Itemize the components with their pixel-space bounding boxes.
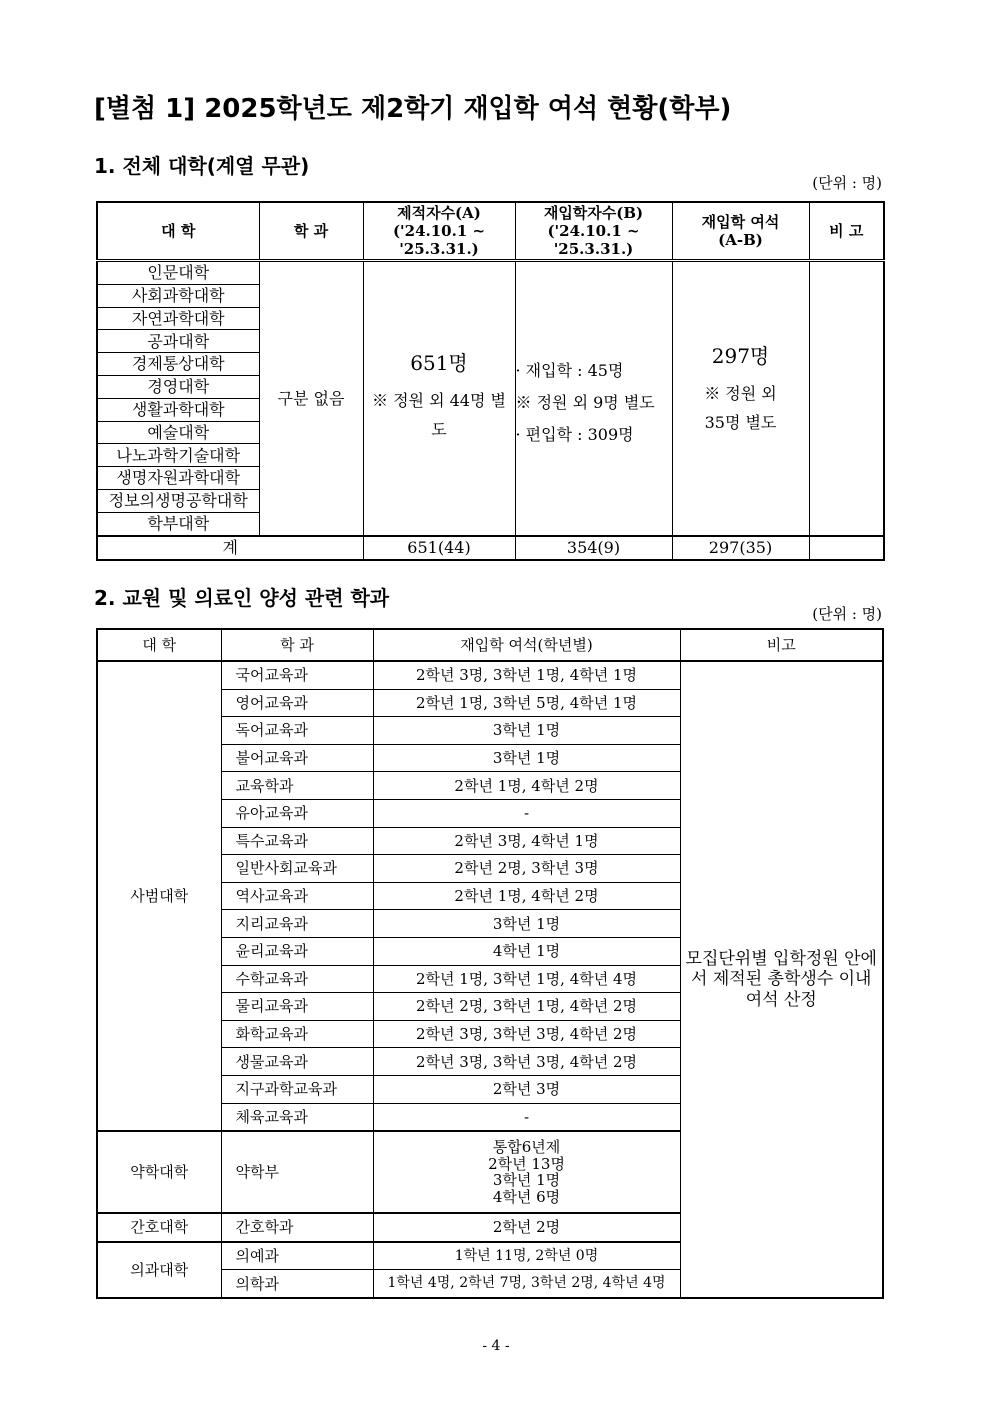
vacancy-by-year: 2학년 2명, 3학년 3명 <box>373 855 680 883</box>
department-name: 역사교육과 <box>221 882 373 910</box>
vacancy-note: ※ 정원 외 35명 별도 <box>704 384 777 432</box>
vacancy-by-year: 2학년 1명, 4학년 2명 <box>373 882 680 910</box>
header-cell: 재입학 여석 (A-B) <box>672 202 809 261</box>
page-title: [별첨 1] 2025학년도 제2학기 재입학 여석 현황(학부) <box>94 94 732 124</box>
college-name: 의과대학 <box>97 1242 221 1298</box>
vacancy-cell <box>672 261 809 536</box>
college-name: 생활과학대학 <box>97 398 259 421</box>
vacancy-by-year: 3학년 1명 <box>373 910 680 938</box>
department-name: 의학과 <box>221 1270 373 1298</box>
department-name: 의예과 <box>221 1242 373 1270</box>
total-row <box>97 536 884 560</box>
vacancy-by-year: 2학년 3명, 3학년 3명, 4학년 2명 <box>373 1020 680 1048</box>
vacancy-by-year: 2학년 3명 <box>373 1075 680 1103</box>
header-cell: 제적자수(A) ('24.10.1 ~ '25.3.31.) <box>363 202 515 261</box>
college-name: 경영대학 <box>97 375 259 398</box>
department-name: 일반사회교육과 <box>221 855 373 883</box>
readmit-note: ※ 정원 외 9명 별도 <box>515 393 655 413</box>
department-name: 화학교육과 <box>221 1020 373 1048</box>
college-name: 정보의생명공학대학 <box>97 489 259 512</box>
page-number: - 4 - <box>482 1338 510 1354</box>
department: 구분 없음 <box>259 261 363 536</box>
department-name: 간호학과 <box>221 1213 373 1242</box>
vacancy-line: 3학년 1명 <box>492 1171 561 1190</box>
vacancy-by-year: 3학년 1명 <box>373 744 680 772</box>
table-row <box>97 661 883 689</box>
transfer-line: · 편입학 : 309명 <box>515 425 634 445</box>
department-name: 약학부 <box>221 1131 373 1213</box>
header-cell: 대 학 <box>97 202 259 261</box>
section2-unit: (단위 : 명) <box>812 605 882 623</box>
readmits-cell <box>515 261 672 536</box>
vacancy-by-year: 2학년 1명, 3학년 1명, 4학년 4명 <box>373 965 680 993</box>
vacancy-by-year: 2학년 1명, 3학년 5명, 4학년 1명 <box>373 689 680 717</box>
college-name: 간호대학 <box>97 1213 221 1242</box>
section1-heading: 1. 전체 대학(계열 무관) <box>94 154 310 178</box>
college-name: 경제통상대학 <box>97 353 259 376</box>
department-name: 지리교육과 <box>221 910 373 938</box>
remarks-note: 모집단위별 입학정원 안에서 제적된 총학생수 이내 여석 산정 <box>680 661 883 1298</box>
college-name: 나노과학기술대학 <box>97 444 259 467</box>
department-name: 불어교육과 <box>221 744 373 772</box>
college-name: 공과대학 <box>97 330 259 353</box>
vacancy-by-year: 2학년 3명, 3학년 1명, 4학년 1명 <box>373 661 680 689</box>
header-cell: 대 학 <box>97 629 221 661</box>
vacancy-line: 2학년 13명 <box>488 1154 565 1173</box>
total-readmits: 354(9) <box>515 536 672 560</box>
header-cell: 비고 <box>680 629 883 661</box>
college-name: 학부대학 <box>97 512 259 535</box>
total-label: 계 <box>97 536 363 560</box>
vacancy-by-year: 2학년 2명 <box>373 1213 680 1242</box>
department-name: 영어교육과 <box>221 689 373 717</box>
department-name: 국어교육과 <box>221 661 373 689</box>
header-cell: 재입학 여석(학년별) <box>373 629 680 661</box>
vacancy-by-year: 2학년 2명, 3학년 1명, 4학년 2명 <box>373 993 680 1021</box>
vacancy-by-year: 1학년 11명, 2학년 0명 <box>373 1242 680 1270</box>
vacancy-by-year <box>373 1131 680 1213</box>
total-vacancy: 297(35) <box>672 536 809 560</box>
section1-unit: (단위 : 명) <box>812 174 882 192</box>
college-name: 약학대학 <box>97 1131 221 1213</box>
vacancy-line: 4학년 6명 <box>492 1187 561 1206</box>
dropouts-cell <box>363 261 515 536</box>
table-row <box>97 261 884 285</box>
vacancy-by-year: 2학년 1명, 4학년 2명 <box>373 772 680 800</box>
vacancy-line: 통합6년제 <box>492 1138 561 1157</box>
department-name: 수학교육과 <box>221 965 373 993</box>
header-cell: 학 과 <box>259 202 363 261</box>
department-name: 물리교육과 <box>221 993 373 1021</box>
vacancy-by-year: 1학년 4명, 2학년 7명, 3학년 2명, 4학년 4명 <box>373 1270 680 1298</box>
vacancy-by-year: 2학년 3명, 4학년 1명 <box>373 827 680 855</box>
college-name: 인문대학 <box>97 261 259 285</box>
college-name: 사회과학대학 <box>97 284 259 307</box>
teacher-medical-table <box>96 628 884 1299</box>
vacancy-by-year: 4학년 1명 <box>373 937 680 965</box>
total-dropouts: 651(44) <box>363 536 515 560</box>
vacancy-value: 297명 <box>711 344 770 368</box>
dropouts-note: ※ 정원 외 44명 별도 <box>372 391 506 440</box>
header-cell: 비 고 <box>809 202 884 261</box>
department-name: 체육교육과 <box>221 1103 373 1131</box>
department-name: 특수교육과 <box>221 827 373 855</box>
department-name: 지구과학교육과 <box>221 1075 373 1103</box>
overall-table <box>96 201 885 561</box>
department-name: 교육학과 <box>221 772 373 800</box>
vacancy-by-year: 3학년 1명 <box>373 717 680 745</box>
dropouts-value: 651명 <box>410 351 468 376</box>
college-name: 생명자원과학대학 <box>97 467 259 490</box>
department-name: 생물교육과 <box>221 1048 373 1076</box>
college-name: 사범대학 <box>97 661 221 1131</box>
college-name: 자연과학대학 <box>97 307 259 330</box>
header-cell: 재입학자수(B) ('24.10.1 ~ '25.3.31.) <box>515 202 672 261</box>
department-name: 유아교육과 <box>221 799 373 827</box>
vacancy-by-year: - <box>373 799 680 827</box>
total-remarks <box>809 536 884 560</box>
college-name: 예술대학 <box>97 421 259 444</box>
department-name: 독어교육과 <box>221 717 373 745</box>
header-cell: 학 과 <box>221 629 373 661</box>
vacancy-by-year: 2학년 3명, 3학년 3명, 4학년 2명 <box>373 1048 680 1076</box>
readmit-line: · 재입학 : 45명 <box>515 361 624 381</box>
department-name: 윤리교육과 <box>221 937 373 965</box>
section2-heading: 2. 교원 및 의료인 양성 관련 학과 <box>94 586 390 610</box>
remarks-cell <box>809 261 884 536</box>
vacancy-by-year: - <box>373 1103 680 1131</box>
